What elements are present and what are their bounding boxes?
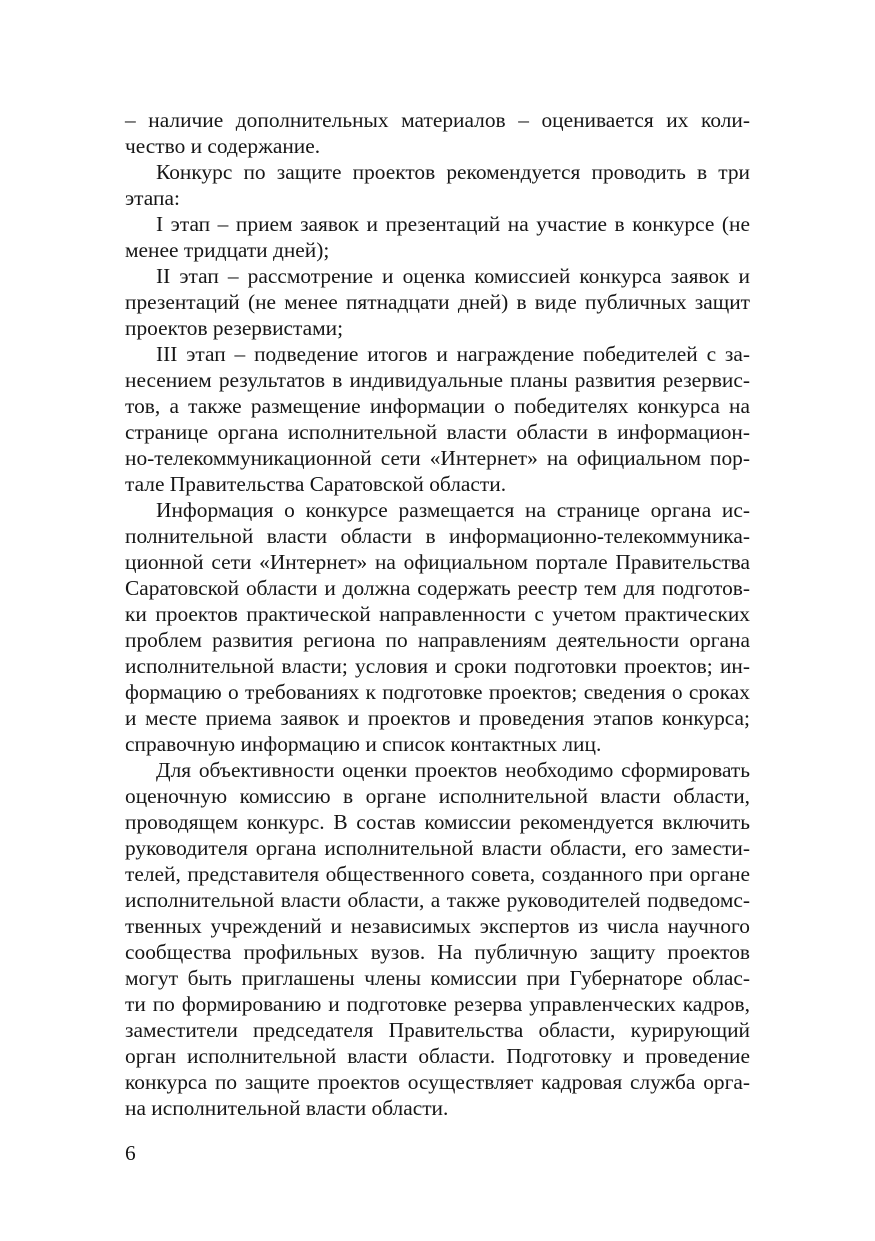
text-line: Саратовской области и должна содержать реестр тем для подготов- xyxy=(125,576,750,600)
text-line: ти по формированию и подготовке резерва управленческих кадров, xyxy=(125,992,750,1016)
text-line: тале Правительства Саратовской области. xyxy=(125,472,507,496)
text-line: менее тридцати дней); xyxy=(125,238,330,262)
text-line: проблем развития региона по направлениям деятельности органа xyxy=(125,628,750,652)
text-line: чество и содержание. xyxy=(125,134,321,158)
text-line: справочную информацию и список контактных лиц. xyxy=(125,732,602,756)
text-line: орган исполнительной власти области. Подготовку и проведение xyxy=(125,1044,750,1068)
paragraph-first-line: III этап – подведение итогов и награждение победителей с за- xyxy=(156,342,750,366)
page-number: 6 xyxy=(125,1141,136,1165)
text-line: но-телекоммуникационной сети «Интернет» на официальном пор- xyxy=(125,446,750,470)
text-line: и месте приема заявок и проектов и проведения этапов конкурса; xyxy=(125,706,750,730)
text-line: телей, представителя общественного совета, созданного при органе xyxy=(125,862,750,886)
body-text xyxy=(125,107,750,1121)
text-line: проводящем конкурс. В состав комиссии рекомендуется включить xyxy=(125,810,750,834)
text-line: сообщества профильных вузов. На публичную защиту проектов xyxy=(125,940,750,964)
text-line: ки проектов практической направленности с учетом практических xyxy=(125,602,750,626)
text-line: руководителя органа исполнительной власти области, его замести- xyxy=(125,836,750,860)
text-line: проектов резервистами; xyxy=(125,316,344,340)
paragraph-first-line: Для объективности оценки проектов необходимо сформировать xyxy=(156,758,750,782)
text-line: полнительной власти области в информационно-телекоммуника- xyxy=(125,524,750,548)
text-line: несением результатов в индивидуальные планы развития резервис- xyxy=(125,368,750,392)
text-line: заместители председателя Правительства области, курирующий xyxy=(125,1018,750,1042)
text-line: конкурса по защите проектов осуществляет кадровая служба орга- xyxy=(125,1070,750,1094)
text-line: ционной сети «Интернет» на официальном портале Правительства xyxy=(125,550,750,574)
text-line: исполнительной власти области, а также руководителей подведомс- xyxy=(125,888,750,912)
text-line: презентаций (не менее пятнадцати дней) в виде публичных защит xyxy=(125,290,750,314)
text-line: на исполнительной власти области. xyxy=(125,1096,449,1120)
text-line: формацию о требованиях к подготовке проектов; сведения о сроках xyxy=(125,680,750,704)
text-line: оценочную комиссию в органе исполнительной власти области, xyxy=(125,784,750,808)
paragraph-first-line: Конкурс по защите проектов рекомендуется проводить в три xyxy=(156,160,750,184)
text-line: могут быть приглашены члены комиссии при Губернаторе облас- xyxy=(125,966,750,990)
text-line: твенных учреждений и независимых экспертов из числа научного xyxy=(125,914,750,938)
paragraph-first-line: I этап – прием заявок и презентаций на участие в конкурсе (не xyxy=(156,212,750,236)
paragraph-first-line: II этап – рассмотрение и оценка комиссией конкурса заявок и xyxy=(156,264,750,288)
text-line: исполнительной власти; условия и сроки подготовки проектов; ин- xyxy=(125,654,750,678)
text-line: – наличие дополнительных материалов – оценивается их коли- xyxy=(125,108,750,132)
text-line: тов, а также размещение информации о победителях конкурса на xyxy=(125,394,750,418)
text-line: этапа: xyxy=(125,186,180,210)
text-line: странице органа исполнительной власти области в информацион- xyxy=(125,420,750,444)
paragraph-first-line: Информация о конкурсе размещается на странице органа ис- xyxy=(156,498,750,522)
